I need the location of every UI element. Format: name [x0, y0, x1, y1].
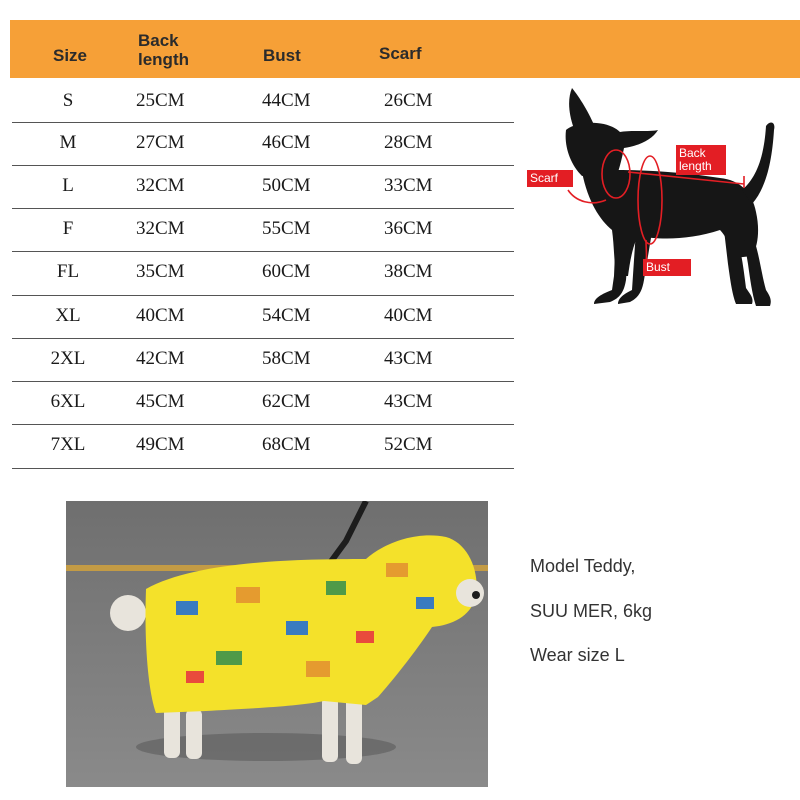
scarf-cell: 28CM: [384, 132, 433, 153]
size-cell: 2XL: [50, 348, 86, 369]
dog-measurement-diagram: [520, 80, 790, 320]
caption-size: Wear size L: [530, 645, 625, 665]
row-divider: [12, 165, 514, 166]
back-length-cell: 32CM: [136, 175, 185, 196]
back-length-tag: [676, 145, 726, 175]
row-divider: [12, 208, 514, 209]
back-length-tag-line1: Back: [679, 146, 706, 160]
scarf-tag: Scarf: [527, 170, 573, 187]
table-row: [12, 424, 514, 466]
table-row: [12, 165, 514, 207]
row-divider: [12, 424, 514, 425]
row-divider: [12, 468, 514, 469]
size-cell: XL: [55, 305, 81, 326]
scarf-cell: 43CM: [384, 391, 433, 412]
table-row: [12, 295, 514, 337]
table-row: [12, 251, 514, 293]
scarf-cell: 26CM: [384, 90, 433, 111]
caption-model: Model Teddy,: [530, 556, 636, 576]
row-divider: [12, 295, 514, 296]
table-row: [12, 122, 514, 164]
header-bust: Bust: [263, 46, 301, 65]
bust-cell: 46CM: [262, 132, 311, 153]
row-divider: [12, 122, 514, 123]
caption-weight: SUU MER, 6kg: [530, 601, 653, 621]
size-cell: S: [62, 90, 74, 111]
size-cell: M: [59, 132, 77, 153]
back-length-cell: 45CM: [136, 391, 185, 412]
model-photo: [66, 501, 488, 787]
bust-cell: 44CM: [262, 90, 311, 111]
bust-cell: 55CM: [262, 218, 311, 239]
header-scarf: Scarf: [379, 44, 422, 63]
size-cell: FL: [56, 261, 80, 282]
back-length-tag-line2: length: [679, 159, 712, 173]
row-divider: [12, 251, 514, 252]
size-cell: L: [62, 175, 74, 196]
bust-cell: 60CM: [262, 261, 311, 282]
back-length-cell: 32CM: [136, 218, 185, 239]
bust-cell: 58CM: [262, 348, 311, 369]
back-length-cell: 27CM: [136, 132, 185, 153]
size-cell: F: [62, 218, 74, 239]
size-cell: 6XL: [50, 391, 86, 412]
back-length-cell: 49CM: [136, 434, 185, 455]
back-length-cell: 25CM: [136, 90, 185, 111]
table-row: [12, 338, 514, 380]
back-length-cell: 40CM: [136, 305, 185, 326]
bust-cell: 50CM: [262, 175, 311, 196]
bust-cell: 68CM: [262, 434, 311, 455]
row-divider: [12, 338, 514, 339]
size-cell: 7XL: [50, 434, 86, 455]
row-divider: [12, 381, 514, 382]
bust-cell: 62CM: [262, 391, 311, 412]
back-length-cell: 35CM: [136, 261, 185, 282]
table-row: [12, 208, 514, 250]
back-length-cell: 42CM: [136, 348, 185, 369]
bust-cell: 54CM: [262, 305, 311, 326]
scarf-cell: 38CM: [384, 261, 433, 282]
table-row: [12, 80, 514, 122]
bust-tag: Bust: [643, 259, 691, 276]
table-row: [12, 381, 514, 423]
scarf-cell: 36CM: [384, 218, 433, 239]
header-back-line1: Back: [138, 31, 179, 50]
header-size: Size: [53, 46, 88, 65]
scarf-cell: 52CM: [384, 434, 433, 455]
header-back-length: [138, 31, 189, 69]
header-back-line2: length: [138, 50, 189, 69]
table-header-bar: [10, 20, 800, 78]
scarf-cell: 40CM: [384, 305, 433, 326]
scarf-cell: 33CM: [384, 175, 433, 196]
scarf-cell: 43CM: [384, 348, 433, 369]
